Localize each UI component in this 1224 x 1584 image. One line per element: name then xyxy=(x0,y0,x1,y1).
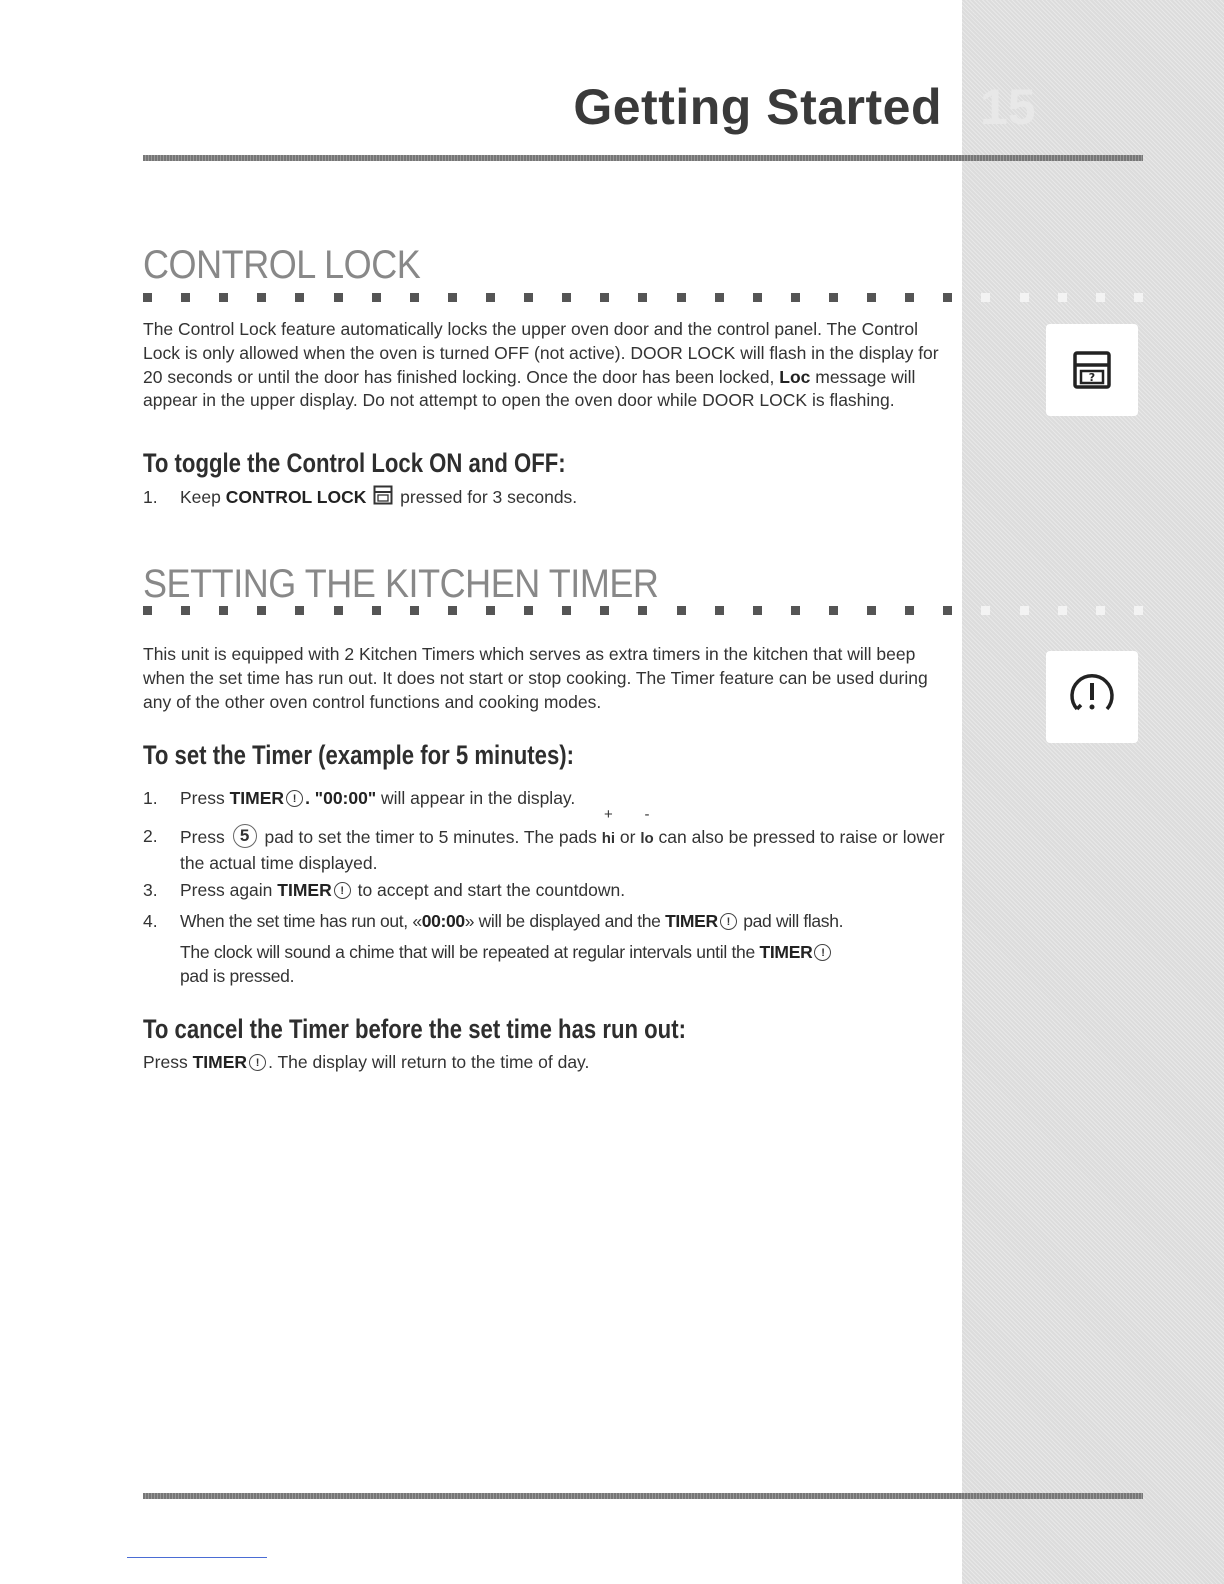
cancel-timer-subhead: To cancel the Timer before the set time has run out: xyxy=(143,1014,686,1044)
divider-dot xyxy=(410,293,419,302)
five-pad-icon: 5 xyxy=(233,824,257,848)
section-dot-divider xyxy=(143,293,1143,305)
divider-dot xyxy=(677,293,686,302)
footer-link-line xyxy=(127,1557,267,1558)
step-number: 4. xyxy=(143,911,158,931)
hi-pad-label: hi xyxy=(601,830,616,847)
step-text: When the set time has run out, « xyxy=(180,911,422,931)
step-number: 1. xyxy=(143,788,158,808)
list-item xyxy=(143,806,948,875)
divider-dot xyxy=(1134,293,1143,302)
divider-dot xyxy=(791,606,800,615)
lock-icon xyxy=(1046,324,1138,416)
divider-dot xyxy=(638,293,647,302)
list-item-continuation xyxy=(143,940,948,988)
kitchen-timer-title: SETTING THE KITCHEN TIMER xyxy=(143,562,659,606)
divider-dot xyxy=(524,293,533,302)
control-lock-label: CONTROL LOCK xyxy=(225,487,367,507)
step-text: will appear in the display. xyxy=(376,788,576,808)
divider-dot xyxy=(181,293,190,302)
step-number: 3. xyxy=(143,880,158,900)
divider-dot xyxy=(486,293,495,302)
divider-dot xyxy=(1058,606,1067,615)
timer-icon: ! xyxy=(720,913,737,930)
timer-label: TIMER xyxy=(759,942,813,962)
timer-icon: ! xyxy=(249,1054,266,1071)
minus-sign: - xyxy=(644,806,650,823)
step-text: to accept and start the countdown. xyxy=(352,880,626,900)
step-text: Press xyxy=(180,788,230,808)
divider-dot xyxy=(410,606,419,615)
divider-dot xyxy=(295,606,304,615)
divider-dot xyxy=(372,606,381,615)
kitchen-timer-paragraph: This unit is equipped with 2 Kitchen Timers which serves as extra timers in the kitchen that will beep when the set time has run out. It does not start or stop cooking. The Timer feature can be used during any of the other oven control functions and cooking modes. xyxy=(143,644,928,712)
paragraph-text: message will appear in the upper display. Do not attempt to open the oven door while DOOR LOCK is flashing. xyxy=(143,366,916,411)
divider-dot xyxy=(981,293,990,302)
paragraph-text: The Control Lock feature automatically locks the upper oven door and the control panel. The Control Lock is only allowed when the oven is turned OFF (not active). DOOR LOCK will flash in the display for 20 seconds or until the door has finished locking. Once the door has been locked, xyxy=(143,319,939,387)
section-dot-divider xyxy=(143,606,1143,618)
plus-sign: + xyxy=(603,806,613,823)
timer-label: TIMER xyxy=(665,911,718,931)
sidebar-band xyxy=(962,0,1224,1584)
divider-dot xyxy=(295,293,304,302)
timer-label: TIMER xyxy=(229,788,285,808)
divider-dot xyxy=(219,606,228,615)
timer-label: TIMER xyxy=(277,880,332,900)
divider-dot xyxy=(448,293,457,302)
divider-dot xyxy=(715,293,724,302)
divider-dot xyxy=(1020,293,1029,302)
page-header-title: Getting Started xyxy=(573,79,942,135)
control-lock-title: CONTROL LOCK xyxy=(143,243,421,287)
divider-dot xyxy=(677,606,686,615)
divider-dot xyxy=(791,293,800,302)
divider-dot xyxy=(829,293,838,302)
toggle-control-lock-subhead: To toggle the Control Lock ON and OFF: xyxy=(143,448,566,478)
divider-dot xyxy=(867,293,876,302)
divider-dot xyxy=(143,606,152,615)
cancel-instruction xyxy=(143,1050,948,1074)
timer-icon xyxy=(1046,651,1138,743)
display-value: 00:00 xyxy=(421,911,465,931)
divider-dot xyxy=(448,606,457,615)
timer-icon: ! xyxy=(334,882,351,899)
step-text: Press again xyxy=(180,880,278,900)
step-text: Press xyxy=(143,1052,193,1072)
list-item xyxy=(143,786,948,810)
divider-dot xyxy=(715,606,724,615)
step-text: or xyxy=(615,827,641,847)
divider-dot xyxy=(143,293,152,302)
lock-icon-box xyxy=(1046,324,1138,416)
step-text: pad will flash. xyxy=(738,911,844,931)
list-item xyxy=(143,878,948,902)
lock-icon xyxy=(373,485,393,505)
step-text: . The display will return to the time of day. xyxy=(268,1052,590,1072)
step-text: pad to set the timer to 5 minutes. The pads xyxy=(259,827,602,847)
list-item xyxy=(143,909,948,933)
set-timer-subhead: To set the Timer (example for 5 minutes): xyxy=(143,740,575,770)
step-text: The clock will sound a chime that will be repeated at regular intervals until the xyxy=(180,942,760,962)
page-number: 15 xyxy=(980,79,1036,135)
step-text: » will be displayed and the xyxy=(464,911,666,931)
divider-dot xyxy=(372,293,381,302)
step-text: pressed for 3 seconds. xyxy=(395,487,578,507)
divider-dot xyxy=(867,606,876,615)
divider-dot xyxy=(219,293,228,302)
divider-dot xyxy=(562,606,571,615)
divider-dot xyxy=(753,606,762,615)
divider-dot xyxy=(334,293,343,302)
footer-rule xyxy=(143,1493,1143,1499)
timer-icon: ! xyxy=(814,944,831,961)
step-text: can also be pressed to raise or lower the actual time displayed. xyxy=(180,827,945,873)
svg-text:?: ? xyxy=(1088,371,1096,384)
divider-dot xyxy=(181,606,190,615)
divider-dot xyxy=(1134,606,1143,615)
divider-dot xyxy=(943,606,952,615)
step-text: Keep xyxy=(180,487,226,507)
divider-dot xyxy=(1096,293,1105,302)
list-item xyxy=(143,485,948,509)
divider-dot xyxy=(905,606,914,615)
timer-label: TIMER xyxy=(192,1052,248,1072)
divider-dot xyxy=(638,606,647,615)
divider-dot xyxy=(943,293,952,302)
loc-word: Loc xyxy=(779,366,811,387)
divider-dot xyxy=(562,293,571,302)
divider-dot xyxy=(600,606,609,615)
divider-dot xyxy=(1020,606,1029,615)
step-text: . xyxy=(305,788,315,808)
divider-dot xyxy=(600,293,609,302)
timer-icon: ! xyxy=(286,790,303,807)
display-value: "00:00" xyxy=(314,788,377,808)
divider-dot xyxy=(486,606,495,615)
divider-dot xyxy=(1096,606,1105,615)
divider-dot xyxy=(257,293,266,302)
divider-dot xyxy=(524,606,533,615)
divider-dot xyxy=(753,293,762,302)
lo-pad-label: lo xyxy=(640,830,654,847)
divider-dot xyxy=(1058,293,1067,302)
step-number: 2. xyxy=(143,826,158,846)
timer-icon-box xyxy=(1046,651,1138,743)
divider-dot xyxy=(829,606,838,615)
step-text: Press xyxy=(180,827,230,847)
step-number: 1. xyxy=(143,487,158,507)
divider-dot xyxy=(981,606,990,615)
control-lock-paragraph xyxy=(143,318,943,413)
divider-dot xyxy=(334,606,343,615)
divider-dot xyxy=(905,293,914,302)
step-text: pad is pressed. xyxy=(180,966,295,986)
divider-dot xyxy=(257,606,266,615)
header-rule xyxy=(143,155,1143,161)
